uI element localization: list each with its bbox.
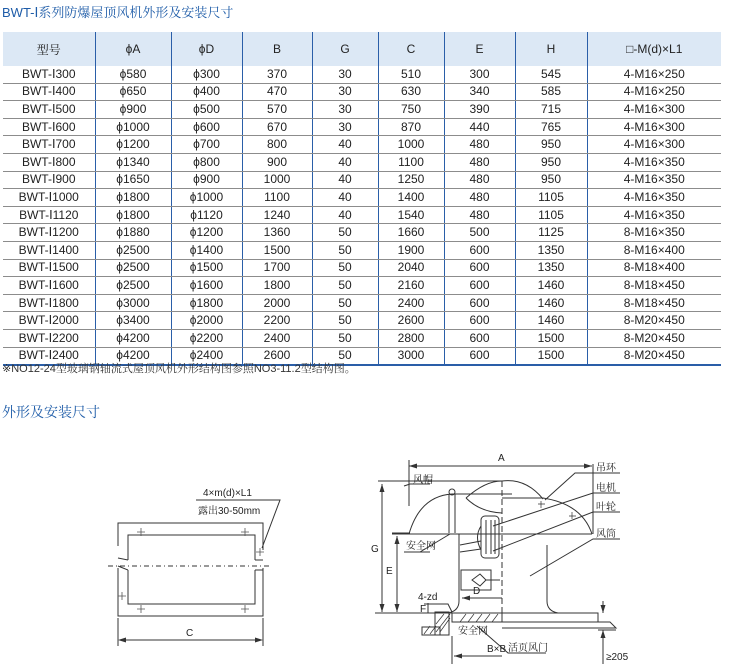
table-cell: 1360 xyxy=(242,224,312,242)
table-cell: ϕ500 xyxy=(171,101,242,119)
hood-outline xyxy=(409,494,452,534)
dim-g-label: G xyxy=(371,544,379,555)
table-cell: 765 xyxy=(515,118,587,136)
table-cell: ϕ300 xyxy=(171,66,242,83)
table-cell: BWT-Ⅰ1600 xyxy=(3,277,95,295)
table-cell: 1500 xyxy=(242,241,312,259)
table-cell: 30 xyxy=(312,83,378,101)
table-cell: 8-M20×450 xyxy=(587,347,721,365)
column-header: G xyxy=(312,32,378,66)
table-cell: ϕ650 xyxy=(95,83,171,101)
table-cell: 4-M16×300 xyxy=(587,118,721,136)
table-cell: 800 xyxy=(242,136,312,154)
table-cell: 4-M16×300 xyxy=(587,101,721,119)
table-cell: 480 xyxy=(444,171,515,189)
table-cell: ϕ580 xyxy=(95,66,171,83)
spec-table xyxy=(3,32,721,366)
table-cell: 480 xyxy=(444,136,515,154)
part-hood: 风帽 xyxy=(413,475,433,486)
part-duct: 风筒 xyxy=(596,529,616,540)
table-cell: BWT-Ⅰ700 xyxy=(3,136,95,154)
table-cell: BWT-Ⅰ1500 xyxy=(3,259,95,277)
table-cell: 900 xyxy=(242,153,312,171)
column-header: 型号 xyxy=(3,32,95,66)
table-row xyxy=(3,259,721,277)
table-cell: 1500 xyxy=(515,329,587,347)
table-cell: 50 xyxy=(312,312,378,330)
section-subtitle: 外形及安装尺寸 xyxy=(2,404,100,420)
table-cell: 4-M16×300 xyxy=(587,136,721,154)
hole-label: 4-zd xyxy=(418,592,438,603)
part-safety-net-upper: 安全网 xyxy=(406,541,436,552)
table-cell: 3000 xyxy=(378,347,444,365)
table-cell: 950 xyxy=(515,136,587,154)
table-cell: BWT-Ⅰ300 xyxy=(3,66,95,83)
dim-bxb-label: B×B xyxy=(487,644,507,655)
table-cell: ϕ1500 xyxy=(171,259,242,277)
table-cell: 8-M20×450 xyxy=(587,312,721,330)
table-cell: BWT-Ⅰ2000 xyxy=(3,312,95,330)
table-cell: BWT-Ⅰ1200 xyxy=(3,224,95,242)
table-cell: ϕ2500 xyxy=(95,259,171,277)
table-cell: ϕ1200 xyxy=(171,224,242,242)
table-cell: 2040 xyxy=(378,259,444,277)
table-row xyxy=(3,171,721,189)
table-cell: 50 xyxy=(312,241,378,259)
table-row xyxy=(3,101,721,119)
table-cell: ϕ4200 xyxy=(95,329,171,347)
table-cell: ϕ1000 xyxy=(171,189,242,207)
table-cell: 1105 xyxy=(515,206,587,224)
table-cell: ϕ2200 xyxy=(171,329,242,347)
bolt-spec-label: 4×m(d)×L1 xyxy=(203,488,252,499)
table-cell: 390 xyxy=(444,101,515,119)
table-cell: 2600 xyxy=(242,347,312,365)
part-motor: 电机 xyxy=(596,483,616,494)
table-row xyxy=(3,312,721,330)
dim-205-label: ≥205 xyxy=(606,652,629,663)
table-cell: 1700 xyxy=(242,259,312,277)
table-cell: 1460 xyxy=(515,294,587,312)
table-cell: ϕ900 xyxy=(95,101,171,119)
table-cell: 1400 xyxy=(378,189,444,207)
base-flange-diagram xyxy=(100,478,300,664)
table-cell: ϕ3400 xyxy=(95,312,171,330)
table-cell: BWT-Ⅰ800 xyxy=(3,153,95,171)
table-cell: 480 xyxy=(444,189,515,207)
table-cell: 1000 xyxy=(242,171,312,189)
table-cell: 40 xyxy=(312,171,378,189)
table-cell: 50 xyxy=(312,259,378,277)
table-cell: 4-M16×350 xyxy=(587,189,721,207)
table-cell: BWT-Ⅰ1000 xyxy=(3,189,95,207)
table-cell: 600 xyxy=(444,277,515,295)
table-cell: 40 xyxy=(312,153,378,171)
table-cell: 1000 xyxy=(378,136,444,154)
table-cell: 1900 xyxy=(378,241,444,259)
table-cell: ϕ1650 xyxy=(95,171,171,189)
duct-outline xyxy=(448,534,459,613)
table-cell: 1800 xyxy=(242,277,312,295)
table-cell: ϕ700 xyxy=(171,136,242,154)
table-cell: BWT-Ⅰ2400 xyxy=(3,347,95,365)
dim-d-label: D xyxy=(473,586,481,597)
table-cell: 1105 xyxy=(515,189,587,207)
table-cell: 600 xyxy=(444,312,515,330)
column-header: H xyxy=(515,32,587,66)
table-cell: 600 xyxy=(444,329,515,347)
table-cell: 8-M18×450 xyxy=(587,294,721,312)
table-cell: 750 xyxy=(378,101,444,119)
table-cell: 2400 xyxy=(378,294,444,312)
column-header: □-M(d)×L1 xyxy=(587,32,721,66)
table-cell: 4-M16×250 xyxy=(587,83,721,101)
dim-a-label: A xyxy=(498,453,505,464)
table-cell: 670 xyxy=(242,118,312,136)
table-cell: 545 xyxy=(515,66,587,83)
bolt-marks xyxy=(118,528,264,613)
column-header: ϕD xyxy=(171,32,242,66)
table-cell: 1100 xyxy=(378,153,444,171)
table-cell: 2400 xyxy=(242,329,312,347)
table-cell: 50 xyxy=(312,347,378,365)
table-cell: 2000 xyxy=(242,294,312,312)
table-cell: 480 xyxy=(444,206,515,224)
table-row xyxy=(3,189,721,207)
table-row xyxy=(3,329,721,347)
table-cell: 300 xyxy=(444,66,515,83)
table-cell: 50 xyxy=(312,277,378,295)
table-row xyxy=(3,294,721,312)
table-cell: 600 xyxy=(444,294,515,312)
table-cell: ϕ1120 xyxy=(171,206,242,224)
table-cell: 50 xyxy=(312,224,378,242)
table-cell: 50 xyxy=(312,294,378,312)
dim-c-label: C xyxy=(186,628,194,639)
table-row xyxy=(3,118,721,136)
table-cell: 950 xyxy=(515,153,587,171)
table-cell: ϕ2000 xyxy=(171,312,242,330)
table-cell: BWT-Ⅰ1800 xyxy=(3,294,95,312)
table-cell: 4-M16×350 xyxy=(587,171,721,189)
table-row xyxy=(3,241,721,259)
table-row xyxy=(3,66,721,83)
table-row xyxy=(3,153,721,171)
part-lifting-ring: 吊环 xyxy=(596,463,616,474)
table-cell: 1660 xyxy=(378,224,444,242)
table-cell: 870 xyxy=(378,118,444,136)
table-cell: ϕ1600 xyxy=(171,277,242,295)
table-cell: BWT-Ⅰ2200 xyxy=(3,329,95,347)
part-damper: 活页风门 xyxy=(508,643,548,654)
table-cell: 2800 xyxy=(378,329,444,347)
inner-frame xyxy=(128,535,255,604)
table-cell: ϕ400 xyxy=(171,83,242,101)
table-cell: 4-M16×350 xyxy=(587,206,721,224)
table-cell: 585 xyxy=(515,83,587,101)
table-cell: 1250 xyxy=(378,171,444,189)
table-cell: ϕ1800 xyxy=(95,189,171,207)
table-cell: 8-M18×400 xyxy=(587,259,721,277)
column-header: ϕA xyxy=(95,32,171,66)
page-title: BWT-Ⅰ系列防爆屋顶风机外形及安装尺寸 xyxy=(2,5,234,20)
table-cell: 40 xyxy=(312,189,378,207)
table-cell: ϕ1800 xyxy=(95,206,171,224)
table-cell: 600 xyxy=(444,347,515,365)
table-cell: 8-M16×400 xyxy=(587,241,721,259)
table-cell: 600 xyxy=(444,259,515,277)
table-cell: BWT-Ⅰ1400 xyxy=(3,241,95,259)
table-cell: ϕ900 xyxy=(171,171,242,189)
table-cell: BWT-Ⅰ500 xyxy=(3,101,95,119)
table-cell: ϕ800 xyxy=(171,153,242,171)
table-cell: 950 xyxy=(515,171,587,189)
table-cell: 8-M18×450 xyxy=(587,277,721,295)
footnote: ※NO12-24型玻璃钢轴流式屋顶风机外形结构图参照NO3-11.2型结构图。 xyxy=(2,363,356,375)
table-cell: 1460 xyxy=(515,312,587,330)
table-row xyxy=(3,83,721,101)
dim-e-label: E xyxy=(386,566,393,577)
table-cell: ϕ2500 xyxy=(95,241,171,259)
table-cell: 1350 xyxy=(515,259,587,277)
table-cell: BWT-Ⅰ900 xyxy=(3,171,95,189)
table-cell: 500 xyxy=(444,224,515,242)
table-cell: 570 xyxy=(242,101,312,119)
table-cell: 1540 xyxy=(378,206,444,224)
table-row xyxy=(3,136,721,154)
table-cell: ϕ4200 xyxy=(95,347,171,365)
table-cell: ϕ2400 xyxy=(171,347,242,365)
table-row xyxy=(3,277,721,295)
column-header: C xyxy=(378,32,444,66)
table-cell: ϕ3000 xyxy=(95,294,171,312)
table-cell: 340 xyxy=(444,83,515,101)
table-cell: 1240 xyxy=(242,206,312,224)
table-cell: ϕ1000 xyxy=(95,118,171,136)
part-impeller: 叶轮 xyxy=(596,502,616,513)
table-cell: 1460 xyxy=(515,277,587,295)
table-cell: ϕ1200 xyxy=(95,136,171,154)
table-cell: 30 xyxy=(312,66,378,83)
table-cell: 630 xyxy=(378,83,444,101)
table-cell: 2200 xyxy=(242,312,312,330)
table-cell: 4-M16×250 xyxy=(587,66,721,83)
table-cell: 40 xyxy=(312,136,378,154)
column-header: E xyxy=(444,32,515,66)
table-row xyxy=(3,224,721,242)
table-cell: 600 xyxy=(444,241,515,259)
table-cell: 440 xyxy=(444,118,515,136)
table-cell: 1500 xyxy=(515,347,587,365)
table-cell: 30 xyxy=(312,101,378,119)
table-cell: 1350 xyxy=(515,241,587,259)
table-cell: 2600 xyxy=(378,312,444,330)
table-cell: 370 xyxy=(242,66,312,83)
table-cell: ϕ1800 xyxy=(171,294,242,312)
table-cell: 8-M20×450 xyxy=(587,329,721,347)
table-cell: 8-M16×350 xyxy=(587,224,721,242)
table-cell: 1125 xyxy=(515,224,587,242)
table-cell: BWT-Ⅰ600 xyxy=(3,118,95,136)
table-cell: 510 xyxy=(378,66,444,83)
fan-elevation-diagram xyxy=(360,446,720,664)
table-row xyxy=(3,206,721,224)
table-cell: ϕ600 xyxy=(171,118,242,136)
table-cell: 40 xyxy=(312,206,378,224)
column-header: B xyxy=(242,32,312,66)
table-cell: ϕ1880 xyxy=(95,224,171,242)
part-safety-net-lower: 安全网 xyxy=(458,626,488,637)
table-cell: 480 xyxy=(444,153,515,171)
outer-frame-upper xyxy=(118,523,263,550)
table-header-row xyxy=(3,32,721,66)
table-cell: 30 xyxy=(312,118,378,136)
table-cell: ϕ2500 xyxy=(95,277,171,295)
table-cell: 50 xyxy=(312,329,378,347)
table-cell: BWT-Ⅰ400 xyxy=(3,83,95,101)
table-cell: 715 xyxy=(515,101,587,119)
table-cell: BWT-Ⅰ1120 xyxy=(3,206,95,224)
table-cell: 1100 xyxy=(242,189,312,207)
table-cell: 2160 xyxy=(378,277,444,295)
table-cell: 4-M16×350 xyxy=(587,153,721,171)
table-cell: ϕ1400 xyxy=(171,241,242,259)
dim-f-label: F xyxy=(420,604,427,615)
table-cell: 470 xyxy=(242,83,312,101)
exposed-length-label: 露出30-50mm xyxy=(198,506,261,517)
table-cell: ϕ1340 xyxy=(95,153,171,171)
